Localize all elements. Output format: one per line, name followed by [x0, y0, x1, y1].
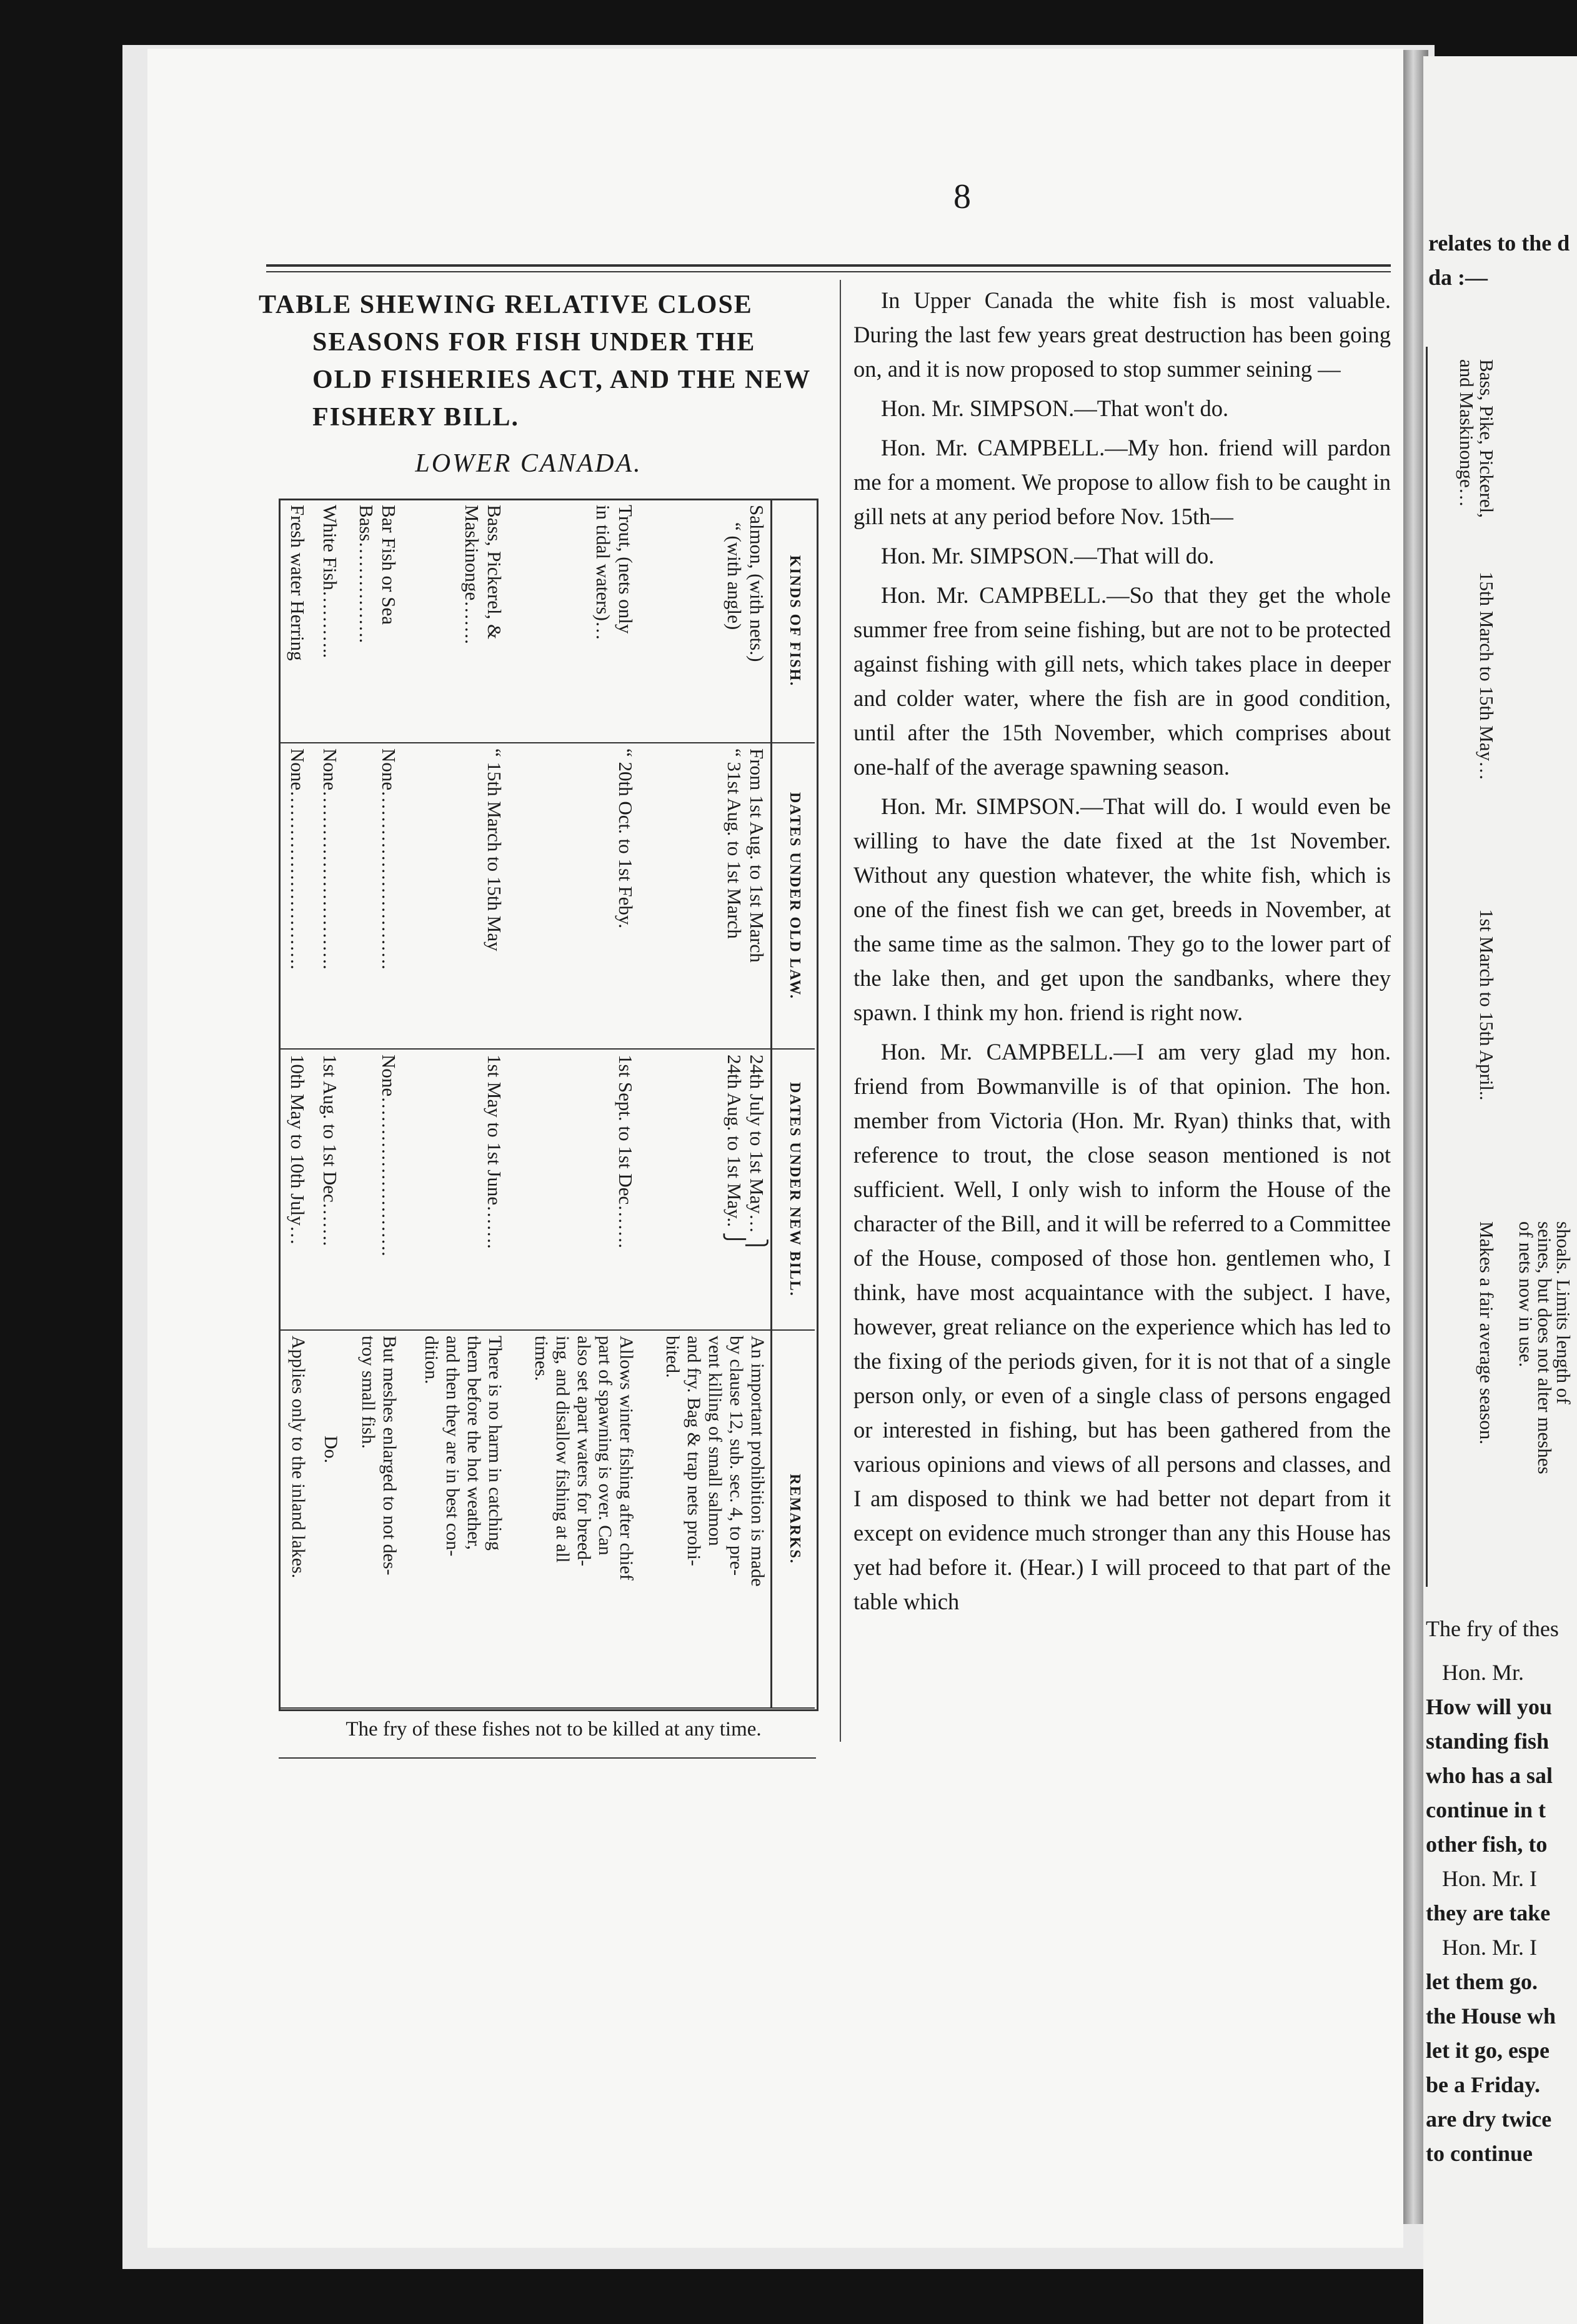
cell-text: None………………………. [286, 748, 309, 970]
cell-text: Trout, (nets only [615, 505, 637, 634]
footnote-rule [279, 1757, 816, 1759]
facing-text: continue in t [1426, 1797, 1546, 1822]
page-number: 8 [953, 177, 971, 216]
facing-text: are dry twice [1426, 2107, 1552, 2132]
facing-cell: 15th March to 15th May… [1476, 572, 1498, 781]
column-divider [840, 280, 841, 1742]
cell-text: “ 20th Oct. to 1st Feby. [615, 748, 637, 929]
cell-text: Salmon, (with nets.) [746, 505, 768, 662]
cell-text: There is no harm in catching [485, 1336, 506, 1551]
header-remarks: REMARKS. [772, 1330, 815, 1708]
cell-text: An important prohibition is made [747, 1336, 768, 1587]
facing-cell: shoals. Limits length of [1553, 1221, 1575, 1404]
facing-text: other fish, to [1426, 1832, 1548, 1857]
table-subtitle: LOWER CANADA. [415, 449, 642, 478]
cell-text: “ (with angle) [724, 522, 745, 630]
debate-column [853, 283, 1391, 1624]
header-rule-thin [266, 271, 1391, 272]
cell-text: ing, and disallow fishing at all [552, 1336, 574, 1563]
header-old-law: DATES UNDER OLD LAW. [772, 743, 815, 1049]
facing-text: Hon. Mr. I [1442, 1935, 1537, 1960]
facing-cell: Bass, Pike, Pickerel, [1476, 359, 1498, 518]
cell-text: None……………………. [377, 1055, 400, 1256]
cell-text: Bass……………. [355, 505, 377, 643]
facing-text: let it go, espe [1426, 2038, 1550, 2063]
cell-text: also set apart waters for breed- [574, 1336, 595, 1566]
paragraph: Hon. Mr. CAMPBELL.—My hon. friend will pardon me for a moment. We propose to allow fish to be caught in gill nets at any period before Nov. 15th— [853, 435, 1391, 529]
cell-text: and fry. Bag & trap nets prohi- [684, 1336, 704, 1566]
cell-text: 24th Aug. to 1st May.. ⎭ [724, 1055, 745, 1247]
facing-text: Hon. Mr. I [1442, 1866, 1537, 1891]
facing-text: who has a sal [1426, 1763, 1553, 1788]
cell-text: times. [531, 1336, 552, 1381]
cell-text: 1st Sept. to 1st Dec……. [615, 1055, 637, 1248]
cell-text: Applies only to the inland lakes. [287, 1336, 309, 1579]
cell-text: Maskinonge……. [461, 505, 484, 645]
cell-text: troy small fish. [357, 1336, 379, 1449]
cell-text: Bass, Pickerel, & [484, 505, 506, 640]
facing-text: da :— [1428, 265, 1488, 290]
paragraph: Hon. Mr. SIMPSON.—That will do. [881, 543, 1215, 569]
document-page [147, 49, 1403, 2248]
table-footnote: The fry of these fishes not to be killed at any time. [346, 1718, 762, 1741]
facing-table [1426, 347, 1577, 1587]
facing-text: be a Friday. [1426, 2072, 1541, 2097]
cell-text: part of spawning is over. Can [595, 1336, 616, 1556]
header-new-bill: DATES UNDER NEW BILL. [772, 1049, 815, 1330]
cell-text: But meshes enlarged to not des- [379, 1336, 400, 1576]
facing-text: to continue [1426, 2141, 1533, 2166]
facing-text: they are take [1426, 1900, 1551, 1925]
facing-footnote: The fry of thes [1426, 1616, 1559, 1641]
facing-text: standing fish [1426, 1729, 1550, 1754]
cell-text: by clause 12, sub. sec. 4, to pre- [726, 1336, 747, 1576]
cell-text: “ 31st Aug. to 1st March [724, 748, 745, 939]
paragraph: Hon. Mr. SIMPSON.—That will do. I would even be willing to have the date fixed at the 1st November. Without any question whatever, the white fish, which is one of the finest fish we can get, breeds in November, at the same time as the salmon. They go to the lower part of the lake then, and get upon the sandbanks, where they spawn. I think my hon. friend is right now. [853, 793, 1391, 1025]
paragraph: Hon. Mr. SIMPSON.—That won't do. [881, 395, 1229, 421]
paragraph: In Upper Canada the white fish is most valuable. During the last few years great destruction has been going on, and it is now proposed to stop summer seining — [853, 287, 1391, 382]
paragraph: Hon. Mr. CAMPBELL.—So that they get the whole summer free from seine fishing, but are not to be protected against fishing with gill nets, which takes place in deeper and colder water, where the fish are in good condition, until after the 15th November, which comprises about one-half of the average spawning season. [853, 582, 1391, 780]
cell-text: them before the hot weather, [464, 1336, 485, 1550]
cell-text: 10th May to 10th July… [286, 1055, 309, 1245]
cell-text: and then they are in best con- [442, 1336, 464, 1557]
facing-cell: seines, but does not alter meshes [1534, 1221, 1556, 1474]
title-line: OLD FISHERIES ACT, AND THE NEW [312, 365, 812, 394]
title-line: SEASONS FOR FISH UNDER THE [312, 328, 756, 357]
cell-text: vent killing of small salmon [705, 1336, 725, 1546]
facing-cell: of nets now in use. [1515, 1221, 1537, 1368]
cell-text: 1st May to 1st June……. [484, 1055, 506, 1249]
cell-text: in tidal waters)… [592, 505, 615, 640]
cell-text: None………………………. [319, 748, 341, 970]
facing-page [1423, 56, 1577, 2324]
facing-text: relates to the d [1428, 231, 1570, 256]
cell-text: Do. [320, 1436, 341, 1464]
cell-text: “ 15th March to 15th May [484, 748, 506, 951]
cell-text: Bar Fish or Sea [377, 505, 400, 625]
facing-cell: Makes a fair average season. [1476, 1221, 1498, 1445]
header-rule [266, 264, 1391, 267]
paragraph: Hon. Mr. CAMPBELL.—I am very glad my hon. friend from Bowmanville is of that opinion. The hon. member from Victoria (Hon. Mr. Ryan) thinks that, with reference to trout, the close season mentioned is not sufficient. Well, I only wish to inform the House of the character of the Bill, and it will be referred to a Committee of the House, composed of those hon. gentlemen who, I think, have most acquaintance with the subject. I have, however, great reliance on the experience which has led to the fixing of the periods given, for it is not that of a single person only, or even of a single class of persons engaged or interested in fishing, but has been gathered from the various opinions and views of all persons and classes, and I am disposed to think we had better not depart from it except on evidence much stronger than any this House has yet had before it. (Hear.) I will proceed to that part of the table which [853, 1039, 1391, 1614]
cell-text: Fresh water Herring [286, 505, 309, 661]
facing-text: let them go. [1426, 1969, 1538, 1994]
cell-text: None………………………. [377, 748, 400, 970]
cell-text: White Fish……….. [319, 505, 341, 658]
cell-text: bited. [662, 1336, 683, 1378]
facing-cell: 1st March to 15th April.. [1476, 909, 1498, 1101]
table-border [279, 499, 818, 1711]
cell-text: Allows winter fishing after chief [616, 1336, 637, 1581]
facing-text: Hon. Mr. [1442, 1660, 1525, 1685]
title-line: TABLE SHEWING RELATIVE CLOSE [259, 290, 753, 319]
title-line: FISHERY BILL. [312, 403, 520, 432]
cell-text: 24th July to 1st May… ⎫ [746, 1055, 768, 1253]
facing-text: the House wh [1426, 2004, 1556, 2029]
header-kinds: KINDS OF FISH. [772, 499, 815, 743]
cell-text: dition. [421, 1336, 442, 1384]
facing-cell: and Maskinonge… [1456, 359, 1478, 507]
facing-text: How will you [1426, 1694, 1553, 1719]
table-title [259, 286, 812, 436]
cell-text: From 1st Aug. to 1st March [746, 748, 768, 963]
cell-text: 1st Aug. to 1st Dec……. [319, 1055, 341, 1246]
